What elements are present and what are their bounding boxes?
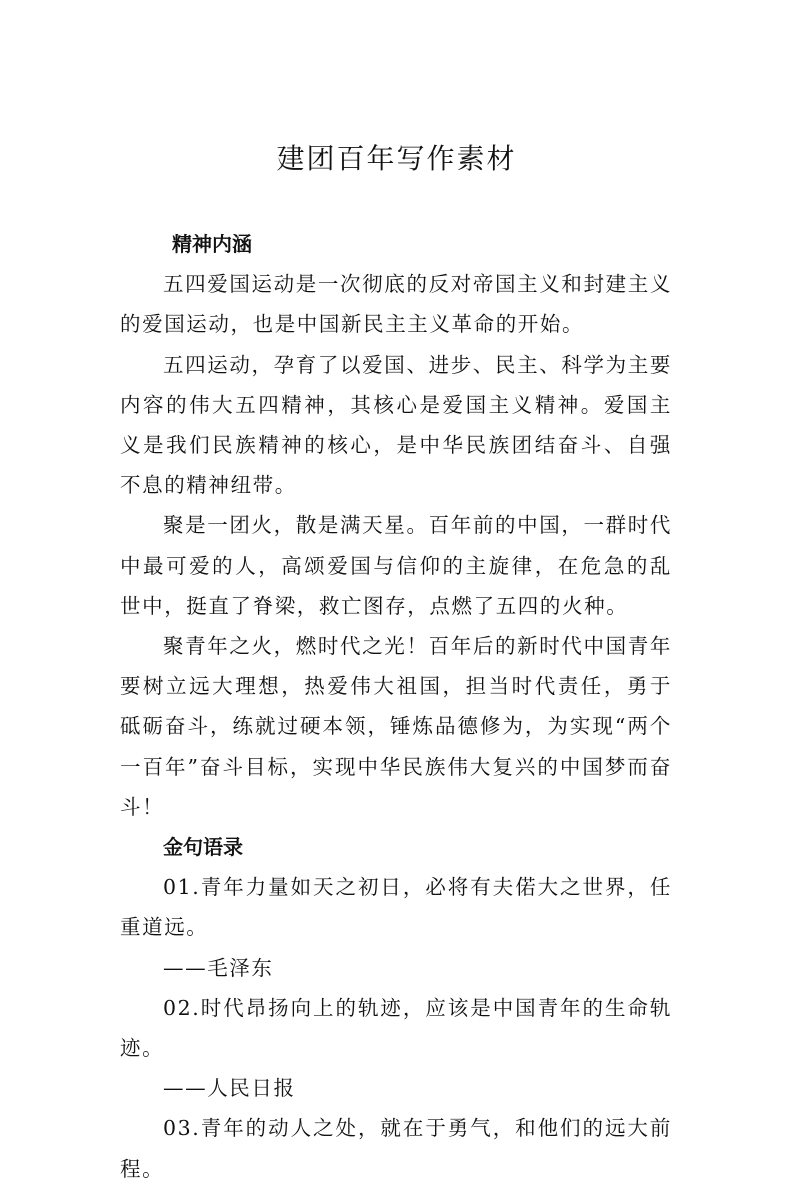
document-title: 建团百年写作素材 (276, 142, 517, 175)
quote-source: ——人民日报 (163, 1076, 296, 1101)
quote-source: ——毛泽东 (163, 955, 274, 980)
section-heading-spirit: 精神内涵 (172, 232, 252, 256)
quote-text: 01.青年力量如天之初日，必将有夫偌大之世界，任重道远。 (120, 875, 672, 940)
paragraph: 五四爱国运动是一次彻底的反对帝国主义和封建主义的爱国运动，也是中国新民主主义革命的开始。 (120, 272, 672, 337)
paragraph: 聚青年之火，燃时代之光！百年后的新时代中国青年要树立远大理想，热爱伟大祖国，担当时代责任，勇于砥砺奋斗，练就过硬本领，锤炼品德修为，为实现“两个一百年”奋斗目标，实现中华民族伟大复兴的中国梦而奋斗！ (120, 634, 672, 819)
quote-text: 03.青年的动人之处，就在于勇气，和他们的远大前程。 (120, 1116, 672, 1181)
paragraph: 聚是一团火，散是满天星。百年前的中国，一群时代中最可爱的人，高颂爱国与信仰的主旋律，在危急的乱世中，挺直了脊梁，救亡图存，点燃了五四的火种。 (120, 513, 672, 618)
document-body (120, 224, 672, 1189)
quote-text: 02.时代昂扬向上的轨迹，应该是中国青年的生命轨迹。 (120, 995, 672, 1061)
section-heading-quotes: 金句语录 (163, 835, 243, 860)
paragraph: 五四运动，孕育了以爱国、进步、民主、科学为主要内容的伟大五四精神，其核心是爱国主义精神。爱国主义是我们民族精神的核心，是中华民族团结奋斗、自强不息的精神纽带。 (120, 352, 672, 498)
